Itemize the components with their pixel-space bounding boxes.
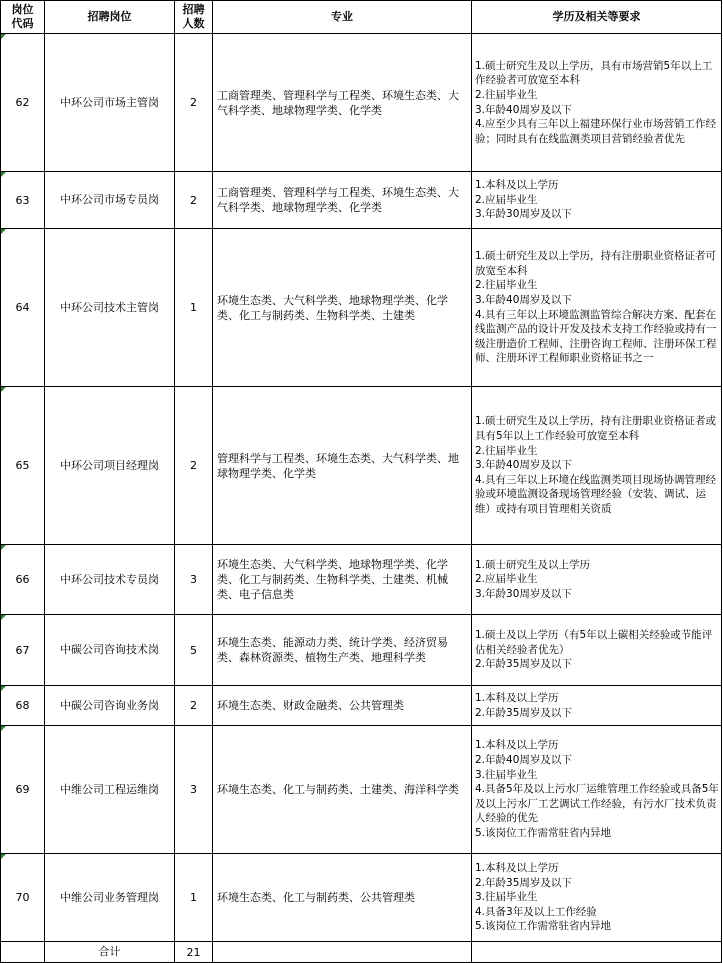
requirement-item: 5.该岗位工作需常驻省内异地 xyxy=(475,826,612,839)
requirement-item: 3.年龄30周岁及以下 xyxy=(475,587,572,600)
major-list: 工商管理类、管理科学与工程类、环境生态类、大气科学类、地球物理学类、化学类 xyxy=(213,34,472,172)
table-row xyxy=(1,229,722,387)
header-major: 专业 xyxy=(213,1,472,34)
major-list: 环境生态类、化工与制药类、公共管理类 xyxy=(213,854,472,942)
major-list: 环境生态类、财政金融类、公共管理类 xyxy=(213,686,472,726)
total-row xyxy=(1,942,722,963)
hire-count: 3 xyxy=(175,545,213,615)
requirement-item: 2.年龄40周岁及以下 xyxy=(475,754,572,767)
table-row xyxy=(1,686,722,726)
requirements xyxy=(472,387,722,545)
hire-count: 1 xyxy=(175,229,213,387)
position-code: 69 xyxy=(1,726,45,854)
position-name: 中环公司技术主管岗 xyxy=(45,229,175,387)
header-position: 招聘岗位 xyxy=(45,1,175,34)
requirement-item: 1.硕士研究生及以上学历，持有注册职业资格证者或具有5年以上工作经验可放宽至本科 xyxy=(475,415,717,443)
hire-count: 2 xyxy=(175,387,213,545)
position-code: 67 xyxy=(1,615,45,686)
position-name: 中碳公司咨询技术岗 xyxy=(45,615,175,686)
requirements xyxy=(472,545,722,615)
position-name: 中维公司业务管理岗 xyxy=(45,854,175,942)
total-empty-cell xyxy=(213,942,472,963)
table-row xyxy=(1,34,722,172)
position-name: 中维公司工程运维岗 xyxy=(45,726,175,854)
header-requirements: 学历及相关等要求 xyxy=(472,1,722,34)
requirement-item: 4.具备5年及以上污水厂运维管理工作经验或具备5年及以上污水厂工艺调试工作经验，有污水厂技术负责人经验的优先 xyxy=(475,783,719,825)
requirement-item: 4.具有三年以上环境在线监测类项目现场协调管理经验或环境监测设备现场管理经验（安装、调试、运维）或持有项目管理相关资质 xyxy=(475,473,717,515)
position-name: 中环公司技术专员岗 xyxy=(45,545,175,615)
requirements xyxy=(472,726,722,854)
major-list: 环境生态类、大气科学类、地球物理学类、化学类、化工与制药类、生物科学类、土建类 xyxy=(213,229,472,387)
table-row xyxy=(1,854,722,942)
requirement-item: 3.往届毕业生 xyxy=(475,768,538,781)
requirement-item: 2.应届毕业生 xyxy=(475,193,538,206)
requirement-item: 4.具有三年以上环境监测监管综合解决方案、配套在线监测产品的设计开发及技术支持工作经验或持有一级注册造价工程师、注册咨询工程师、注册环保工程师、注册环评工程师职业资格证书之一 xyxy=(475,308,717,365)
major-list: 环境生态类、能源动力类、统计学类、经济贸易类、森林资源类、植物生产类、地理科学类 xyxy=(213,615,472,686)
hire-count: 5 xyxy=(175,615,213,686)
requirement-item: 2.往届毕业生 xyxy=(475,279,538,292)
requirements xyxy=(472,686,722,726)
table-row xyxy=(1,172,722,229)
requirement-item: 1.硕士研究生及以上学历 xyxy=(475,558,591,571)
requirements xyxy=(472,172,722,229)
hire-count: 2 xyxy=(175,34,213,172)
major-list: 工商管理类、管理科学与工程类、环境生态类、大气科学类、地球物理学类、化学类 xyxy=(213,172,472,229)
position-name: 中环公司项目经理岗 xyxy=(45,387,175,545)
requirements xyxy=(472,34,722,172)
total-count: 21 xyxy=(175,942,213,963)
requirement-item: 5.该岗位工作需常驻省内异地 xyxy=(475,920,612,933)
requirement-item: 3.往届毕业生 xyxy=(475,891,538,904)
requirement-item: 1.硕士及以上学历（有5年以上碳相关经验或节能评估相关经验者优先） xyxy=(475,629,713,656)
header-count: 招聘 人数 xyxy=(175,1,213,34)
hire-count: 2 xyxy=(175,686,213,726)
table-row xyxy=(1,726,722,854)
major-list: 环境生态类、化工与制药类、土建类、海洋科学类 xyxy=(213,726,472,854)
requirement-item: 2.年龄35周岁及以下 xyxy=(475,706,572,719)
requirement-item: 1.硕士研究生及以上学历，持有注册职业资格证者可放宽至本科 xyxy=(475,250,717,277)
total-empty-cell xyxy=(472,942,722,963)
requirement-item: 3.年龄40周岁及以下 xyxy=(475,293,572,306)
table-row xyxy=(1,387,722,545)
requirement-item: 2.年龄35周岁及以下 xyxy=(475,876,572,889)
position-name: 中环公司市场主管岗 xyxy=(45,34,175,172)
total-label: 合计 xyxy=(45,942,175,963)
requirement-item: 3.年龄40周岁及以下 xyxy=(475,103,572,116)
requirement-item: 4.具备3年及以上工作经验 xyxy=(475,905,597,918)
hire-count: 3 xyxy=(175,726,213,854)
hire-count: 2 xyxy=(175,172,213,229)
hire-count: 1 xyxy=(175,854,213,942)
requirement-item: 3.年龄40周岁及以下 xyxy=(475,459,572,472)
requirement-item: 2.往届毕业生 xyxy=(475,88,538,101)
requirement-item: 1.本科及以上学历 xyxy=(475,691,559,704)
major-list: 管理科学与工程类、环境生态类、大气科学类、地球物理学类、化学类 xyxy=(213,387,472,545)
requirement-item: 4.应至少具有三年以上福建环保行业市场营销工作经验；同时具有在线监测类项目营销经验者优先 xyxy=(475,118,717,145)
position-code: 65 xyxy=(1,387,45,545)
requirement-item: 1.硕士研究生及以上学历，具有市场营销5年以上工作经验者可放宽至本科 xyxy=(475,59,713,87)
position-name: 中碳公司咨询业务岗 xyxy=(45,686,175,726)
table-row xyxy=(1,615,722,686)
header-code: 岗位 代码 xyxy=(1,1,45,34)
requirements xyxy=(472,615,722,686)
position-code: 63 xyxy=(1,172,45,229)
position-code: 70 xyxy=(1,854,45,942)
position-code: 66 xyxy=(1,545,45,615)
requirement-item: 2.往届毕业生 xyxy=(475,444,538,457)
table-row xyxy=(1,545,722,615)
total-empty-cell xyxy=(1,942,45,963)
requirement-item: 2.年龄35周岁及以下 xyxy=(475,658,572,671)
header-row xyxy=(1,1,722,34)
requirement-item: 1.本科及以上学历 xyxy=(475,739,559,752)
requirements xyxy=(472,229,722,387)
requirement-item: 2.应届毕业生 xyxy=(475,573,538,586)
requirements xyxy=(472,854,722,942)
requirement-item: 1.本科及以上学历 xyxy=(475,862,559,875)
position-code: 68 xyxy=(1,686,45,726)
position-code: 62 xyxy=(1,34,45,172)
major-list: 环境生态类、大气科学类、地球物理学类、化学类、化工与制药类、生物科学类、土建类、机械类、电子信息类 xyxy=(213,545,472,615)
position-name: 中环公司市场专员岗 xyxy=(45,172,175,229)
position-code: 64 xyxy=(1,229,45,387)
requirement-item: 3.年龄30周岁及以下 xyxy=(475,208,572,221)
requirement-item: 1.本科及以上学历 xyxy=(475,179,559,192)
